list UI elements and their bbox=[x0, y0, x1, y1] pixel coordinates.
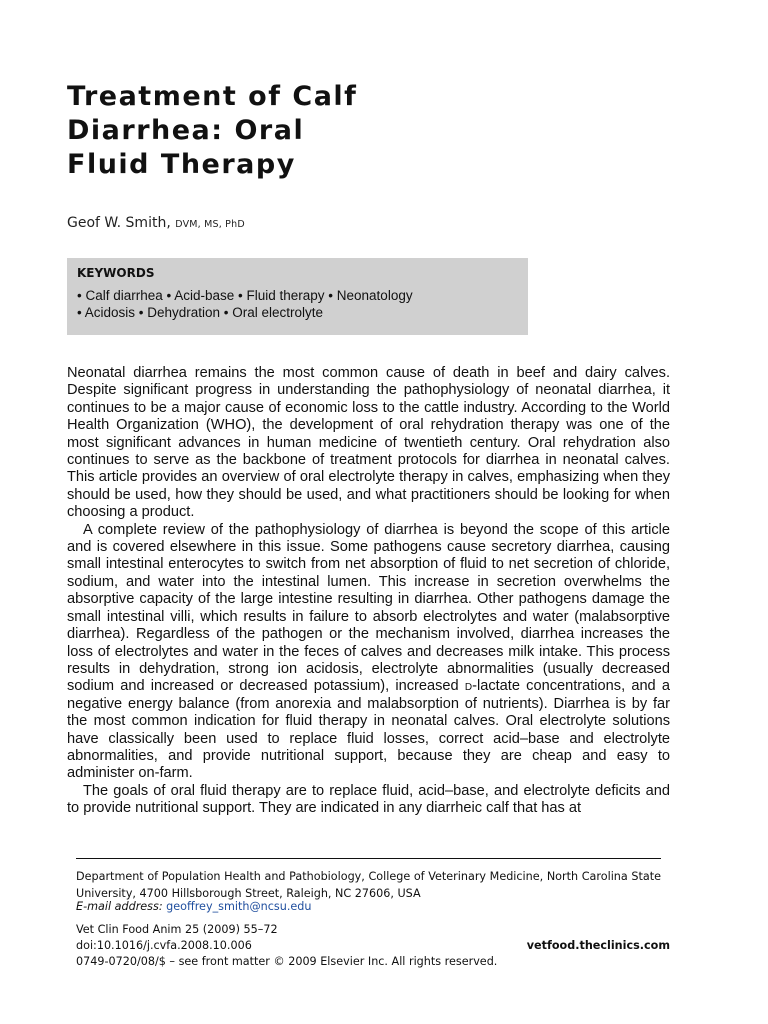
body-paragraph-2-part-b: -lactate concentrations, and a negative energy balance (from anorexia and malabsorption of nutrients). Diarrhea is by far the most common indication for fluid therapy in neonatal calves. Oral electrolyte solutions have classically been used to replace fluid losses, correct acid–base and electrolyte abnormalities, and provide nutritional support, because they are cheap and easy to administer on-farm. bbox=[67, 678, 670, 782]
email-label: E-mail address: bbox=[76, 900, 163, 913]
email-row bbox=[76, 898, 311, 915]
author-degrees: DVM, MS, PhD bbox=[175, 219, 245, 230]
title-line-2: Diarrhea: Oral bbox=[67, 115, 305, 146]
keywords-line-1: • Calf diarrhea • Acid-base • Fluid therapy • Neonatology bbox=[77, 288, 413, 303]
title-line-1: Treatment of Calf bbox=[67, 81, 358, 112]
author-byline bbox=[67, 215, 245, 231]
journal-citation: Vet Clin Food Anim 25 (2009) 55–72 bbox=[76, 923, 278, 936]
author-name: Geof W. Smith, bbox=[67, 215, 171, 231]
keywords-line-2: • Acidosis • Dehydration • Oral electrolyte bbox=[77, 305, 324, 320]
d-lactate-prefix: d bbox=[464, 678, 473, 695]
footer-divider bbox=[76, 858, 661, 859]
doi-text: doi:10.1016/j.cvfa.2008.10.006 bbox=[76, 939, 252, 952]
journal-website[interactable]: vetfood.theclinics.com bbox=[526, 939, 670, 952]
author-affiliation: Department of Population Health and Pathobiology, College of Veterinary Medicine, North Carolina State University, 4700 Hillsborough Street, Raleigh, NC 27606, USA bbox=[76, 870, 661, 900]
article-body bbox=[67, 365, 670, 818]
body-paragraph-3: The goals of oral fluid therapy are to replace fluid, acid–base, and electrolyte deficits and to provide nutritional support. They are indicated in any diarrheic calf that has at bbox=[67, 782, 670, 817]
body-paragraph-2-part-a: A complete review of the pathophysiology of diarrhea is beyond the scope of this article and is covered elsewhere in this issue. Some pathogens cause secretory diarrhea, causing small intestinal enterocytes to switch from net absorption of fluid to net secretion of chloride, sodium, and water into the intestinal lumen. This increase in secretion overwhelms the absorptive capacity of the large intestine resulting in diarrhea. Other pathogens damage the small intestinal villi, which results in failure to absorb electrolytes and water (malabsorptive diarrhea). Regardless of the pathogen or the mechanism involved, diarrhea increases the loss of electrolytes and water in the feces of calves and decreases milk intake. This process results in dehydration, strong ion acidosis, electrolyte abnormalities (usually decreased sodium and increased or decreased potassium), increased bbox=[67, 521, 670, 695]
body-paragraph-1: Neonatal diarrhea remains the most common cause of death in beef and dairy calves. Despite significant progress in understanding the pathophysiology of neonatal diarrhea, it continues to be a major cause of economic loss to the cattle industry. According to the World Health Organization (WHO), the development of oral rehydration therapy was one of the most significant advances in human medicine of twentieth century. Oral rehydration also continues to serve as the backbone of treatment protocols for diarrhea in neonatal calves. This article provides an overview of oral electrolyte therapy in calves, emphasizing when they should be used, how they should be used, and what practitioners should be looking for when choosing a product. bbox=[67, 365, 670, 521]
email-link[interactable]: geoffrey_smith@ncsu.edu bbox=[166, 900, 312, 913]
copyright-text: 0749-0720/08/$ – see front matter © 2009 Elsevier Inc. All rights reserved. bbox=[76, 955, 498, 968]
title-line-3: Fluid Therapy bbox=[67, 149, 296, 180]
keywords-box bbox=[67, 258, 528, 335]
article-title bbox=[67, 80, 467, 182]
keywords-heading: KEYWORDS bbox=[77, 266, 155, 280]
citation-block bbox=[76, 922, 497, 970]
body-paragraph-2 bbox=[67, 522, 670, 783]
